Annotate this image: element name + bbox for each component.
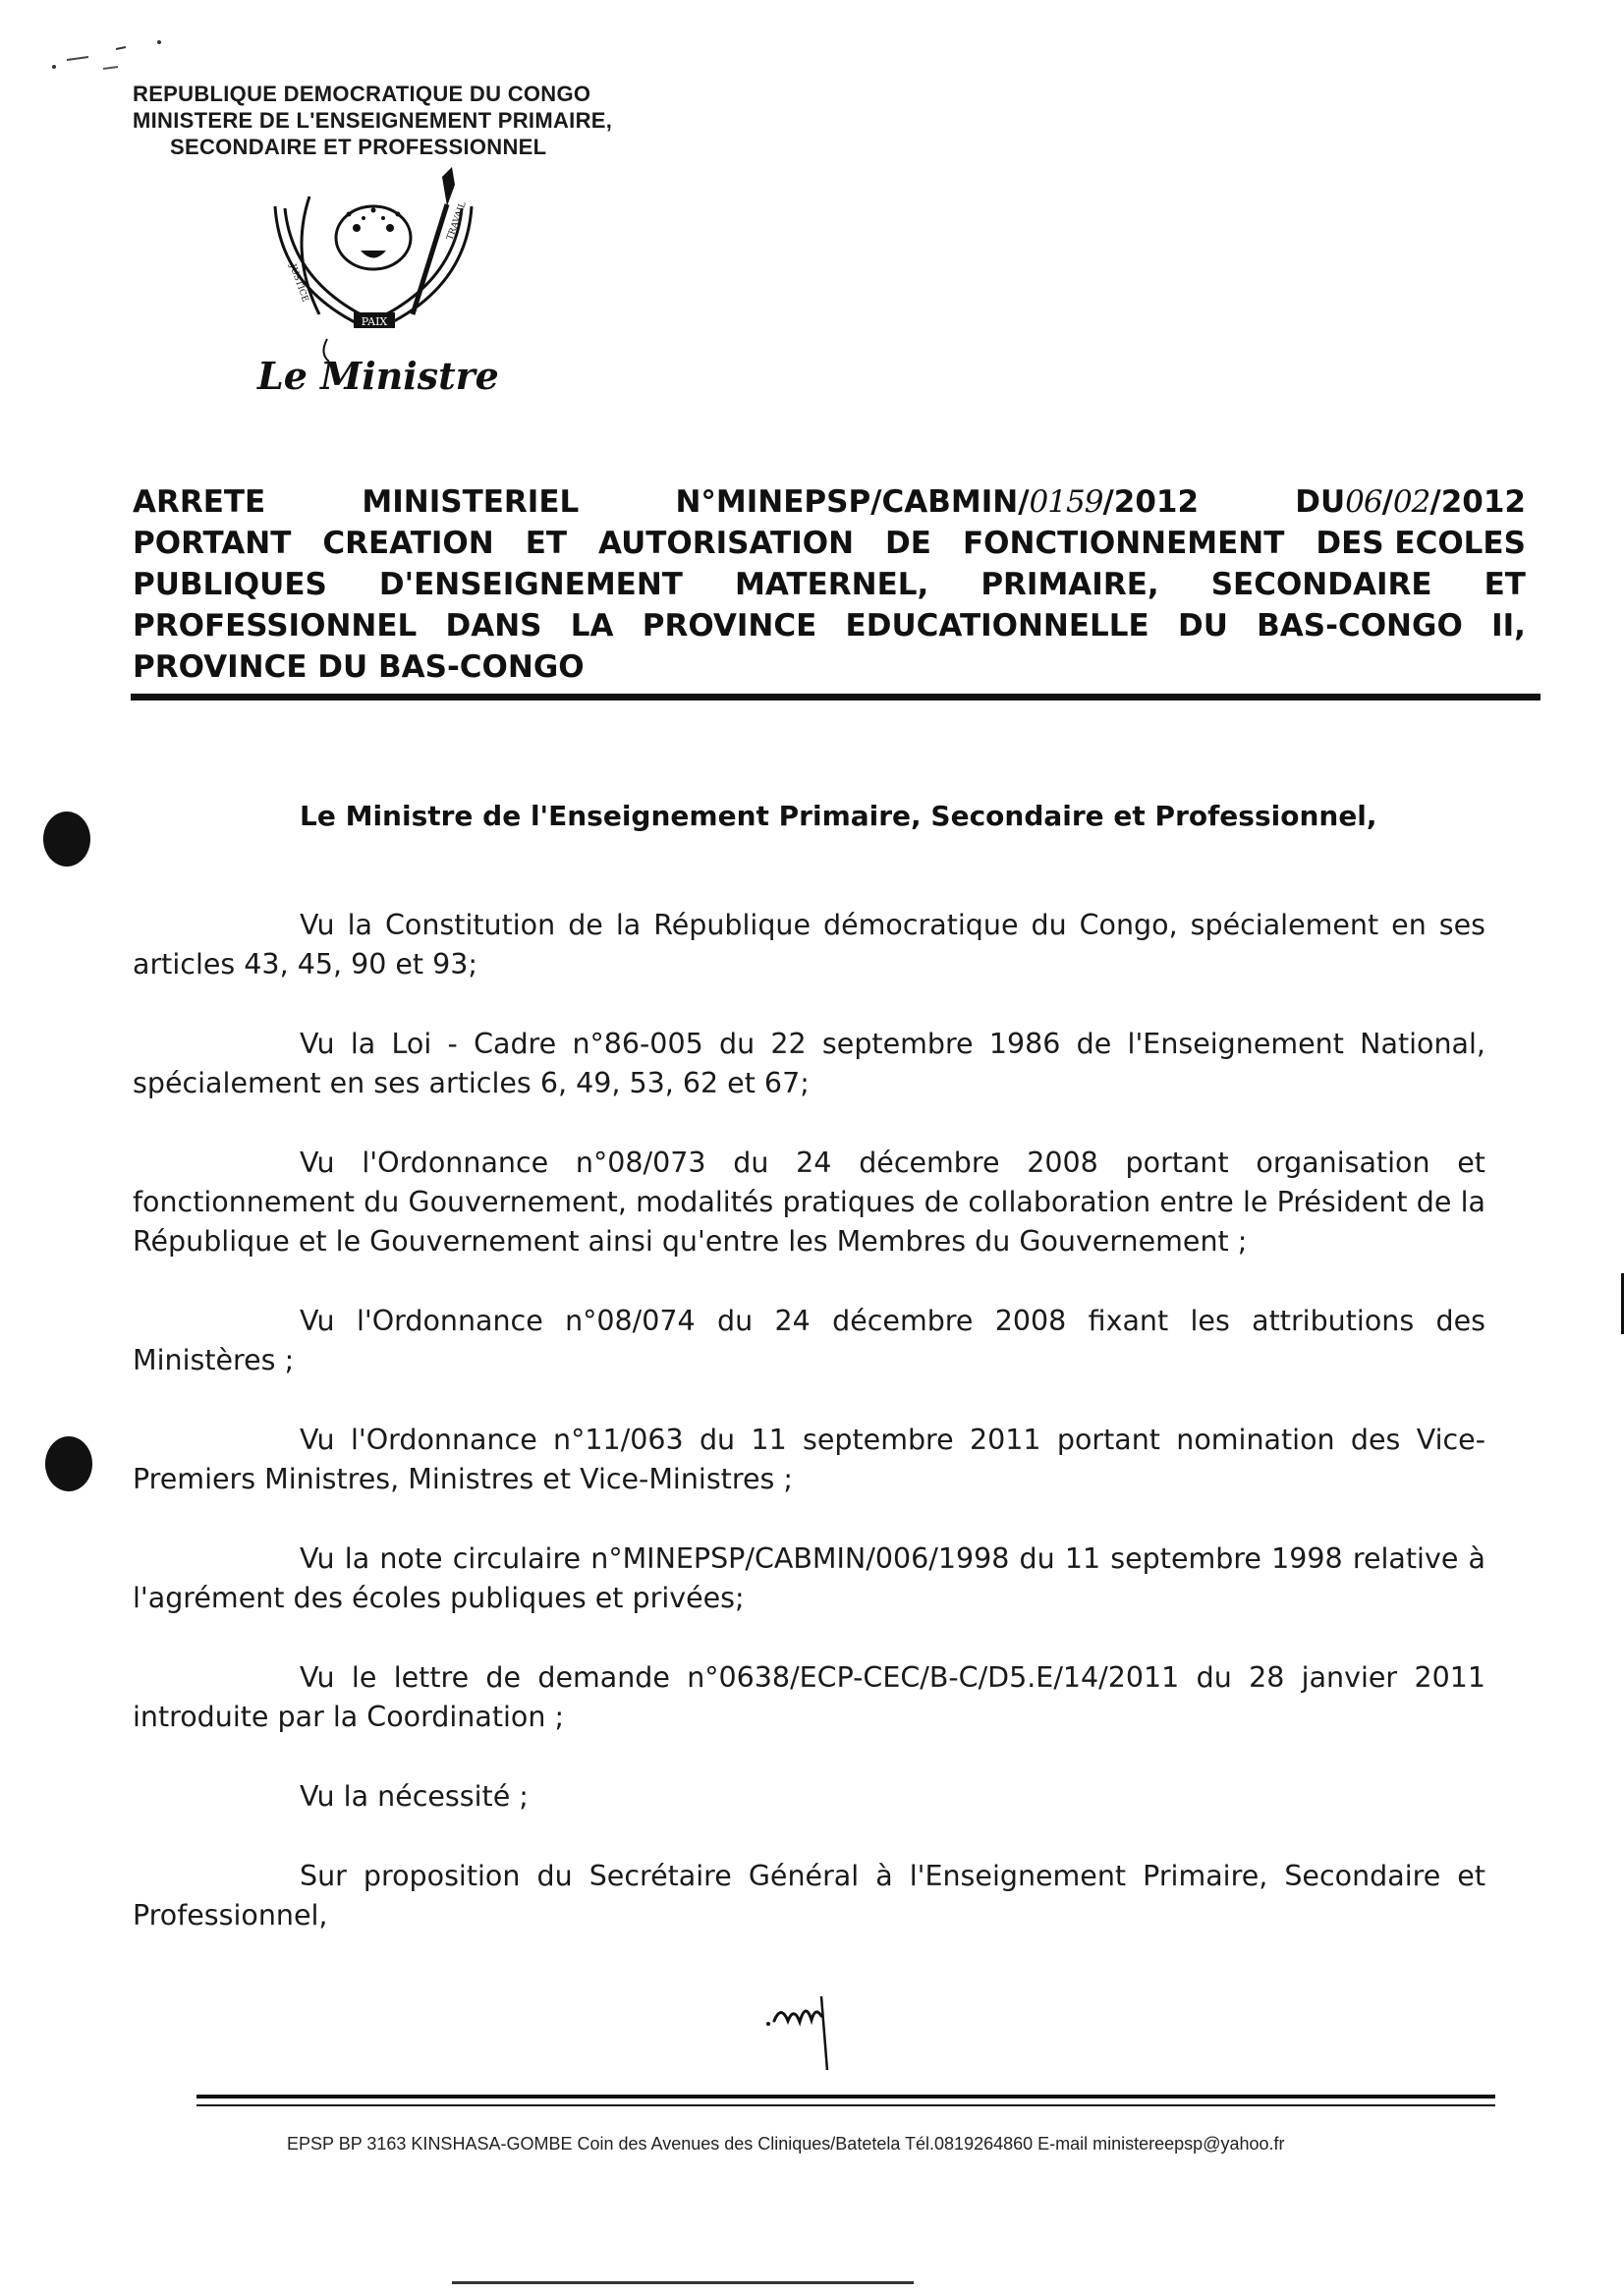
recital-paragraph: Vu la nécessité ; xyxy=(300,1780,529,1813)
minister-heading: Le Ministre de l'Enseignement Primaire, Secondaire et Professionnel, xyxy=(300,800,1377,832)
recital-paragraph: Vu l'Ordonnance n°11/063 du 11 septembre 2011 portant nomination des Vice-Premiers Ministres, Ministres et Vice-Ministres ; xyxy=(133,1424,1485,1495)
svg-text:PAIX: PAIX xyxy=(361,315,388,328)
footer-divider xyxy=(196,2104,1495,2106)
svg-text:TRAVAIL: TRAVAIL xyxy=(445,200,469,243)
title-word: ARRETE xyxy=(133,484,266,520)
minister-signature-title: Le Ministre xyxy=(257,354,499,398)
scan-bottom-mark xyxy=(452,2281,914,2284)
coat-of-arms-icon xyxy=(251,167,496,364)
title-word: MINISTERIEL xyxy=(362,484,580,520)
punch-hole-icon xyxy=(43,812,90,867)
footer-divider xyxy=(196,2095,1495,2099)
handwritten-initials-icon xyxy=(756,1977,865,2075)
title-line-5: PROVINCE DU BAS-CONGO xyxy=(133,649,585,685)
title-date: DU06/02/2012 xyxy=(1295,484,1526,520)
title-divider xyxy=(131,694,1540,700)
handwritten-number: 0159 xyxy=(1029,484,1103,520)
letterhead-ministry-cont: SECONDAIRE ET PROFESSIONNEL xyxy=(170,135,547,159)
recital-paragraph: Vu le lettre de demande n°0638/ECP-CEC/B-C/D5.E/14/2011 du 28 janvier 2011 introduite par la Coordination ; xyxy=(133,1661,1485,1733)
letterhead-republic: REPUBLIQUE DEMOCRATIQUE DU CONGO xyxy=(133,82,591,106)
punch-hole-icon xyxy=(45,1436,92,1491)
recital-paragraph: Vu l'Ordonnance n°08/073 du 24 décembre 2008 portant organisation et fonctionnement du Gouvernement, modalités pratiques de collaboration entre le Président de la République et le Gouvernement ainsi qu'entre les Membres du Gouvernement ; xyxy=(133,1147,1485,1258)
letterhead-ministry: MINISTERE DE L'ENSEIGNEMENT PRIMAIRE, xyxy=(133,108,613,133)
letterhead xyxy=(133,81,722,160)
footer-address: EPSP BP 3163 KINSHASA-GOMBE Coin des Avenues des Cliniques/Batetela Tél.0819264860 E-mail ministereepsp@yahoo.fr xyxy=(287,2134,1285,2154)
recital-paragraph: Vu la Loi - Cadre n°86-005 du 22 septembre 1986 de l'Enseignement National, spécialement en ses articles 6, 49, 53, 62 et 67; xyxy=(133,1028,1485,1099)
handwritten-day: 06 xyxy=(1345,484,1382,520)
scan-specks xyxy=(29,28,177,86)
svg-text:JUSTICE: JUSTICE xyxy=(287,262,310,304)
handwritten-month: 02 xyxy=(1392,484,1430,520)
recital-paragraph: Vu la Constitution de la République démocratique du Congo, spécialement en ses articles 43, 45, 90 et 93; xyxy=(133,909,1485,980)
title-line-3: PUBLIQUES D'ENSEIGNEMENT MATERNEL, PRIMAIRE, SECONDAIRE ET xyxy=(133,567,1526,602)
decree-title xyxy=(133,481,1526,688)
document-body xyxy=(133,906,1485,1976)
title-line-4: PROFESSIONNEL DANS LA PROVINCE EDUCATIONNELLE DU BAS-CONGO II, xyxy=(133,608,1526,644)
title-reference: N°MINEPSP/CABMIN/0159/2012 xyxy=(675,484,1200,520)
title-line-1 xyxy=(133,481,1526,523)
recital-paragraph: Vu l'Ordonnance n°08/074 du 24 décembre 2008 fixant les attributions des Ministères ; xyxy=(133,1305,1485,1376)
recital-paragraph: Vu la note circulaire n°MINEPSP/CABMIN/006/1998 du 11 septembre 1998 relative à l'agrément des écoles publiques et privées; xyxy=(133,1542,1485,1614)
recital-paragraph: Sur proposition du Secrétaire Général à l'Enseignement Primaire, Secondaire et Professionnel, xyxy=(133,1860,1485,1931)
title-line-2: PORTANT CREATION ET AUTORISATION DE FONCTIONNEMENT DES ECOLES xyxy=(133,526,1526,561)
